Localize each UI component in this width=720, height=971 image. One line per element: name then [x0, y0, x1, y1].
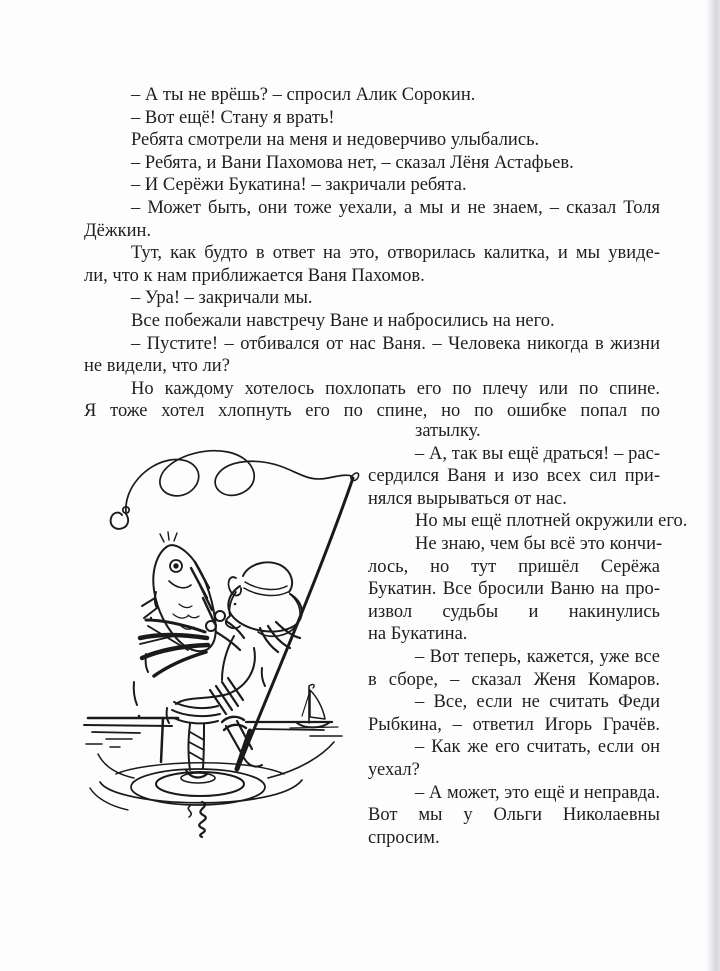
text-line: – Может быть, они тоже уехали, а мы и не знаем, – сказал Толя	[131, 197, 660, 218]
water-horizon-icon	[84, 718, 342, 762]
text-line: – А может, это ещё и неправда.	[415, 782, 660, 803]
text-line: ли, что к нам приближается Ваня Пахомов.	[84, 265, 425, 286]
text-line: лось, но тут пришёл Серёжа	[368, 556, 660, 577]
big-fish-icon	[140, 532, 216, 676]
text-line: – И Серёжи Букатина! – закричали ребята.	[131, 175, 467, 196]
text-line: – Все, если не считать Феди	[415, 692, 660, 713]
text-line: Дёжкин.	[84, 220, 152, 241]
text-line: Я тоже хотел хлопнуть его по спине, но по ошибке попал по	[84, 401, 660, 422]
text-line: Тут, как будто в ответ на это, отворилась калитка, и мы увиде-	[131, 243, 660, 264]
text-line: в сборе, – сказал Женя Комаров.	[368, 669, 660, 690]
text-line: затылку.	[415, 421, 481, 441]
text-line: – Пустите! – отбивался от нас Ваня. – Человека никогда в жизни	[131, 333, 660, 354]
text-line: Вот мы у Ольги Николаевны	[368, 805, 660, 826]
text-line: Букатин. Все бросили Ваню на про-	[368, 579, 660, 600]
text-line: нялся вырываться от нас.	[368, 488, 567, 509]
text-line: Не знаю, чем бы всё это кончи-	[415, 533, 663, 554]
text-line: Все побежали навстречу Ване и набросились на него.	[131, 310, 555, 331]
text-line: спросим.	[368, 827, 440, 848]
text-line: – Вот теперь, кажется, уже все	[415, 646, 660, 667]
fishing-rod-icon	[237, 478, 353, 769]
text-line: извол судьбы и накинулись	[368, 601, 660, 622]
main-text-block	[84, 84, 660, 423]
text-line: Но каждому хотелось похлопать его по плечу или по спине.	[131, 378, 660, 399]
text-line: Но мы ещё плотней окружили его.	[415, 511, 688, 532]
water-ripples-icon	[90, 742, 334, 837]
text-line: – Как же его считать, если он	[415, 737, 660, 758]
book-illustration	[76, 436, 368, 838]
text-line: – А ты не врёшь? – спросил Алик Сорокин.	[131, 85, 476, 105]
boy-in-hat-icon	[172, 562, 302, 777]
text-line: сердился Ваня и изо всех сил при-	[368, 466, 660, 487]
fishing-line-and-hook-icon	[111, 451, 359, 529]
text-line: – Вот ещё! Стану я врать!	[131, 107, 335, 128]
text-line: – А, так вы ещё драться! – рас-	[415, 443, 660, 464]
fishing-boy-drawing	[76, 436, 368, 838]
text-line: уехал?	[368, 759, 420, 780]
text-line: Ребята смотрели на меня и недоверчиво улыбались.	[131, 130, 540, 151]
page-edge-shadow	[706, 0, 720, 971]
text-line: не видели, что ли?	[84, 356, 230, 377]
text-line: на Букатина.	[368, 624, 468, 645]
text-line: Рыбкина, – ответил Игорь Грачёв.	[368, 714, 660, 735]
text-line: – Ура! – закричали мы.	[131, 288, 313, 309]
text-line: – Ребята, и Вани Пахомова нет, – сказал Лёня Астафьев.	[131, 152, 574, 173]
right-text-column	[368, 420, 688, 849]
